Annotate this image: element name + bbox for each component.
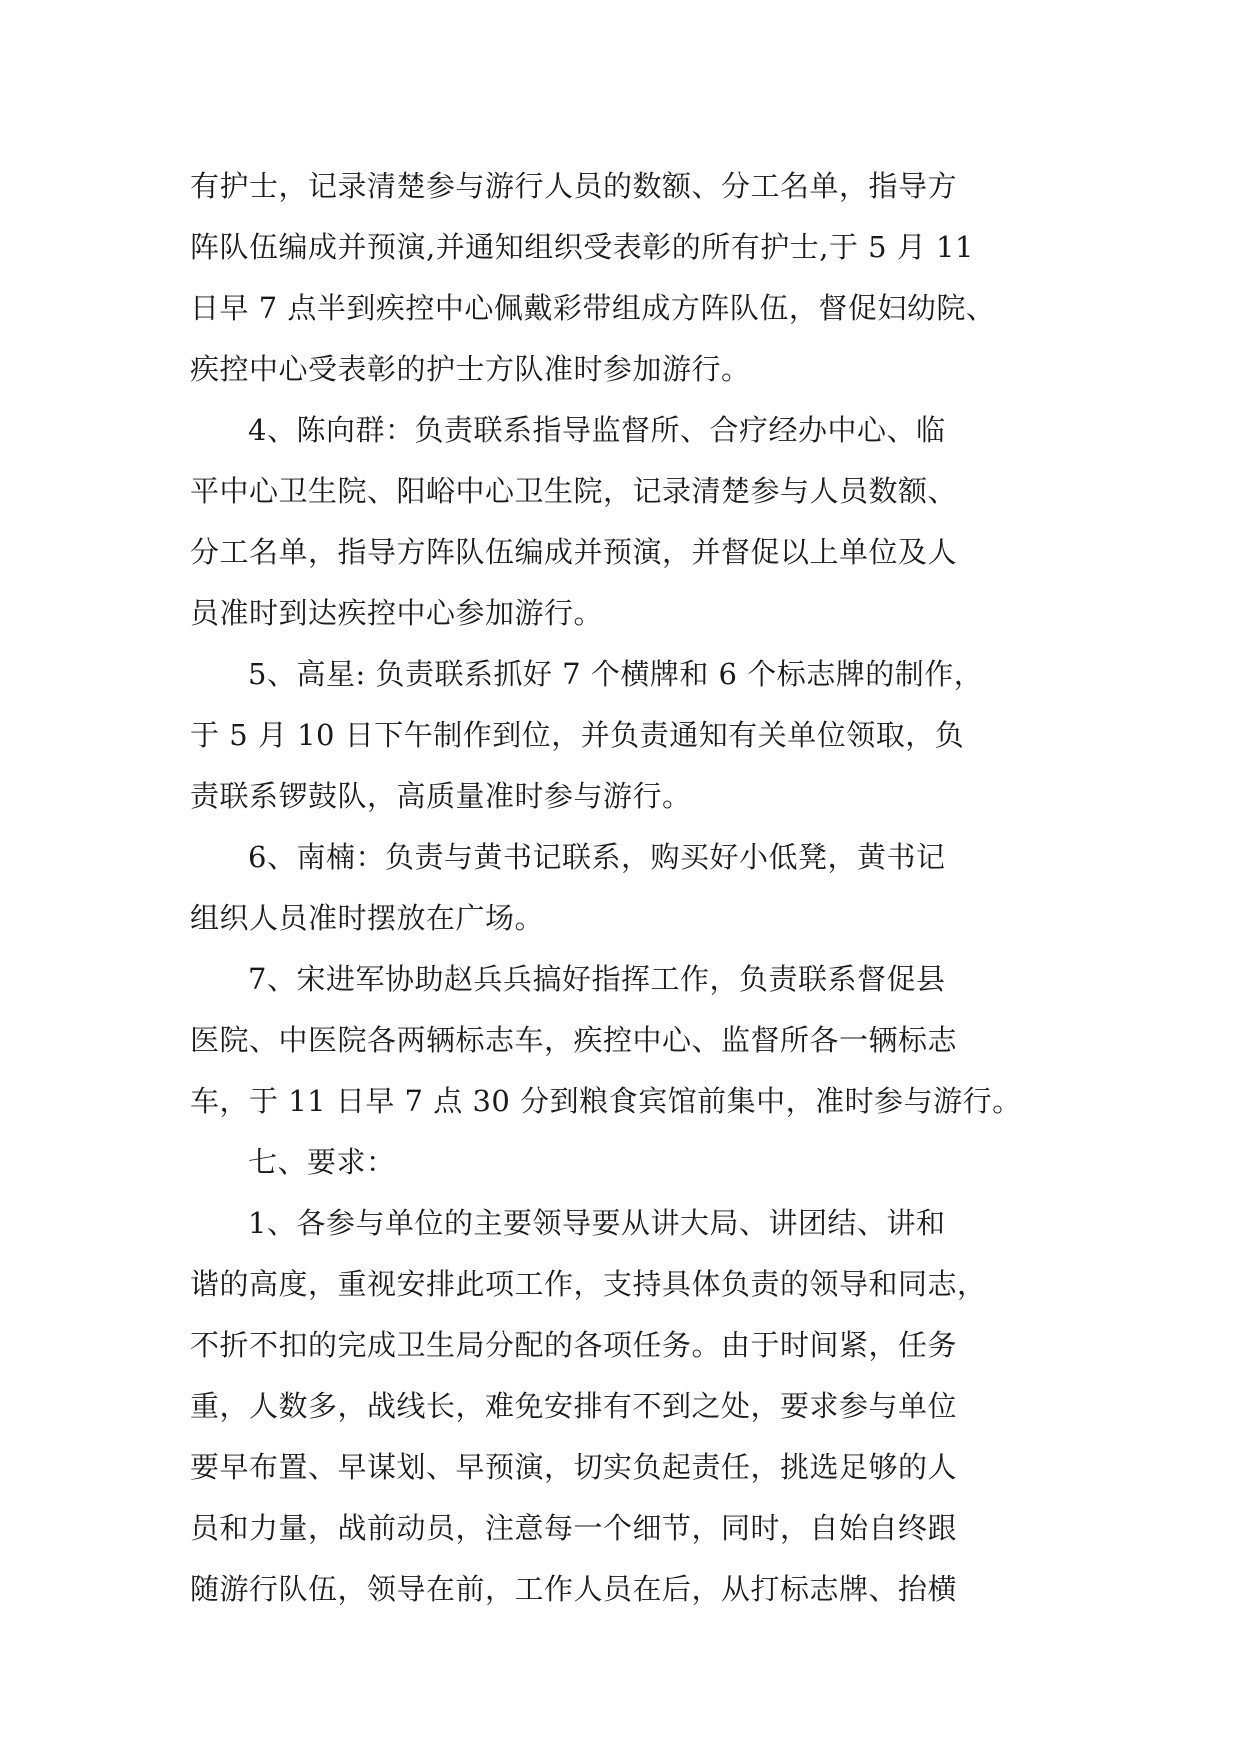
section-heading: 七、要求： — [248, 1145, 396, 1179]
paragraph-start-line: 5、高星: 负责联系抓好 7 个横牌和 6 个标志牌的制作， — [248, 657, 984, 691]
text-line: 谐的高度，重视安排此项工作，支持具体负责的领导和同志， — [190, 1267, 987, 1301]
text-line: 要早布置、早谋划、早预演，切实负起责任，挑选足够的人 — [190, 1450, 958, 1484]
text-line: 于 5 月 10 日下午制作到位，并负责通知有关单位领取，负 — [190, 718, 965, 752]
text-line: 员和力量，战前动员，注意每一个细节，同时，自始自终跟 — [190, 1511, 958, 1545]
text-line: 组织人员准时摆放在广场。 — [190, 901, 545, 935]
document-body — [190, 156, 1060, 1620]
text-line: 分工名单，指导方阵队伍编成并预演，并督促以上单位及人 — [190, 535, 958, 569]
text-line: 阵队伍编成并预演,并通知组织受表彰的所有护士,于 5 月 11 — [190, 230, 974, 264]
text-line: 随游行队伍，领导在前，工作人员在后，从打标志牌、抬横 — [190, 1572, 958, 1606]
text-line: 重，人数多，战线长，难免安排有不到之处，要求参与单位 — [190, 1389, 958, 1423]
text-line: 日早 7 点半到疾控中心佩戴彩带组成方阵队伍，督促妇幼院、 — [190, 291, 996, 325]
text-line: 不折不扣的完成卫生局分配的各项任务。由于时间紧，任务 — [190, 1328, 958, 1362]
text-line: 疾控中心受表彰的护士方队准时参加游行。 — [190, 352, 751, 386]
paragraph-start-line: 6、南楠：负责与黄书记联系，购买好小低凳，黄书记 — [248, 840, 946, 874]
text-line: 车，于 11 日早 7 点 30 分到粮食宾馆前集中，准时参与游行。 — [190, 1084, 1022, 1118]
text-line: 员准时到达疾控中心参加游行。 — [190, 596, 604, 630]
text-line: 医院、中医院各两辆标志车，疾控中心、监督所各一辆标志 — [190, 1023, 958, 1057]
text-line: 责联系锣鼓队，高质量准时参与游行。 — [190, 779, 692, 813]
text-line: 平中心卫生院、阳峪中心卫生院，记录清楚参与人员数额、 — [190, 474, 958, 508]
paragraph-start-line: 1、各参与单位的主要领导要从讲大局、讲团结、讲和 — [248, 1206, 946, 1240]
paragraph-start-line: 4、陈向群：负责联系指导监督所、合疗经办中心、临 — [248, 413, 946, 447]
text-line: 有护士，记录清楚参与游行人员的数额、分工名单，指导方 — [190, 169, 958, 203]
paragraph-start-line: 7、宋进军协助赵兵兵搞好指挥工作，负责联系督促县 — [248, 962, 946, 996]
